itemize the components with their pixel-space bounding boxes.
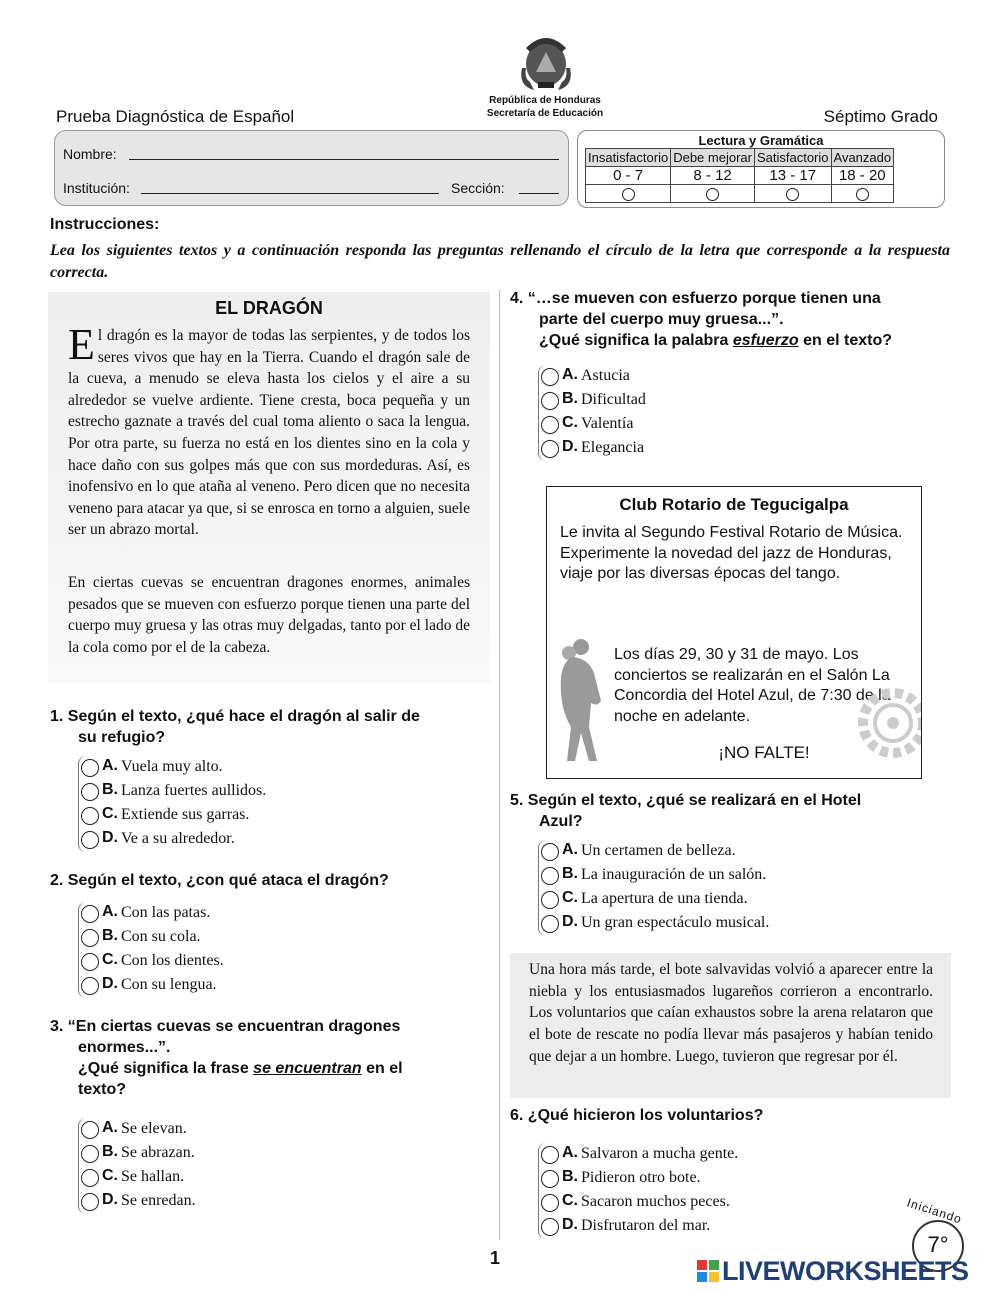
reading-paragraph: El dragón es la mayor de todas las serpientes, y de todos los seres vivos que hay en la Tierra. Cuando el dragón sale de la cueva, a menudo se eleva hasta los cielos y el aire a su alrededor se vuelve ardiente. Tiene cresta, boca pequeña y un estrecho gaznate a través del cual toma aliento o saca la lengua. Por otra parte, su fuerza no está en los dientes sino en la cola y hace daño con sus golpes más que con sus mordeduras. Así, es inofensivo en lo que ataña al veneno. Pero dicen que no necesita veneno para atacar ya que, si se enrosca en torno a alguien, suele ser un abrazo mortal. [68, 320, 470, 539]
option[interactable]: A. Con las patas. [79, 902, 309, 926]
question-4-options [538, 365, 769, 461]
option[interactable]: C. Sacaron muchos peces. [539, 1191, 799, 1215]
range-label: 13 - 17 [754, 167, 831, 185]
answer-radio[interactable] [541, 1218, 559, 1236]
answer-radio[interactable] [81, 929, 99, 947]
range-label: 8 - 12 [671, 167, 755, 185]
answer-radio[interactable] [81, 905, 99, 923]
question-6: 6. ¿Qué hicieron los voluntarios? [510, 1107, 764, 1124]
score-table [577, 130, 945, 208]
answer-radio[interactable] [541, 1170, 559, 1188]
instructions-text: Lea los siguientes textos y a continuación responda las preguntas rellenando el círculo de la letra que corresponde a la respuesta correcta. [50, 242, 950, 281]
page-number: 1 [490, 1248, 501, 1268]
club-body: Le invita al Segundo Festival Rotario de Música. Experimente la novedad del jazz de Honduras, viaje por las diversas épocas del tango. [560, 524, 903, 582]
liveworksheets-icon [697, 1260, 719, 1282]
answer-radio[interactable] [541, 368, 559, 386]
question-3-options [78, 1118, 309, 1214]
answer-radio[interactable] [541, 440, 559, 458]
answer-radio[interactable] [541, 891, 559, 909]
option[interactable]: D. Un gran espectáculo musical. [539, 912, 819, 936]
answer-radio[interactable] [81, 807, 99, 825]
answer-radio[interactable] [541, 843, 559, 861]
option[interactable]: D. Disfrutaron del mar. [539, 1215, 799, 1239]
answer-radio[interactable] [81, 1145, 99, 1163]
answer-radio[interactable] [541, 1194, 559, 1212]
column-divider [499, 290, 500, 1240]
question-5: 5. Según el texto, ¿qué se realizará en el Hotel Azul? [510, 792, 862, 830]
option[interactable]: B. Lanza fuertes aullidos. [79, 780, 309, 804]
institution-label: Institución: [63, 180, 130, 196]
level-label: Debe mejorar [671, 149, 755, 167]
option[interactable]: B. Se abrazan. [79, 1142, 309, 1166]
reading-paragraph: En ciertas cuevas se encuentran dragones enormes, animales pesados que se mueven con esfuerzo porque tienen una parte del cuerpo muy gruesa y las otras muy delgadas, tanto por el lado de la cola como por el de la cabeza. [68, 574, 470, 656]
question-1-options [78, 756, 309, 852]
answer-radio[interactable] [541, 1146, 559, 1164]
emphasis-phrase: se encuentran [253, 1060, 362, 1077]
reading-title: EL DRAGÓN [215, 298, 323, 318]
answer-radio[interactable] [541, 416, 559, 434]
option[interactable]: C. Se hallan. [79, 1166, 309, 1190]
liveworksheets-logo[interactable]: LIVEWORKSHEETS [697, 1256, 969, 1287]
option[interactable]: C. La apertura de una tienda. [539, 888, 819, 912]
question-6-options [538, 1143, 799, 1239]
option[interactable]: C. Extiende sus garras. [79, 804, 309, 828]
score-radio[interactable] [706, 188, 719, 201]
level-label: Satisfactorio [754, 149, 831, 167]
club-dates: Los días 29, 30 y 31 de mayo. Los conciertos se realizarán en el Salón La Concordia del Hotel Azul, de 7:30 de la noche en adelante. [614, 646, 891, 725]
score-radio[interactable] [786, 188, 799, 201]
answer-radio[interactable] [81, 953, 99, 971]
option[interactable]: D. Ve a su alrededor. [79, 828, 309, 852]
option[interactable]: B. Con su cola. [79, 926, 309, 950]
question-4: 4. “…se mueven con esfuerzo porque tienen una parte del cuerpo muy gruesa...”. ¿Qué significa la palabra esfuerzo en el texto? [510, 290, 892, 349]
club-title: Club Rotario de Tegucigalpa [619, 495, 849, 514]
answer-radio[interactable] [81, 1193, 99, 1211]
grade-title: Séptimo Grado [823, 107, 938, 126]
answer-radio[interactable] [81, 783, 99, 801]
range-label: 0 - 7 [586, 167, 671, 185]
grade-badge: 7° [912, 1220, 964, 1272]
instructions-title: Instrucciones: [50, 216, 160, 233]
option[interactable]: A. Vuela muy alto. [79, 756, 309, 780]
score-table-title: Lectura y Gramática [698, 133, 824, 148]
reading-paragraph: Una hora más tarde, el bote salvavidas volvió a aparecer entre la niebla y los entusiasmados lugareños corrieron a encontrarlo. Los voluntarios que caían exhaustos sobre la arena relataron que el bote de rescate no podía llevar más pasajeros y habían tenido que dejar a un hombre. Luego, tuvieron que regresar por él. [529, 961, 933, 1065]
name-field[interactable] [129, 143, 559, 160]
club-announcement [546, 486, 922, 779]
range-label: 18 - 20 [831, 167, 894, 185]
question-3: 3. “En ciertas cuevas se encuentran dragones enormes...”. ¿Qué significa la frase se encuentran en el texto? [50, 1018, 403, 1098]
government-label: República de Honduras Secretaría de Educación [486, 95, 604, 119]
answer-radio[interactable] [541, 867, 559, 885]
section-field[interactable] [519, 177, 559, 194]
answer-radio[interactable] [81, 831, 99, 849]
section-label: Sección: [451, 180, 505, 196]
reading-dragon [48, 292, 490, 683]
option[interactable]: A. Salvaron a mucha gente. [539, 1143, 799, 1167]
question-2: 2. Según el texto, ¿con qué ataca el dragón? [50, 872, 389, 889]
question-5-options [538, 840, 819, 936]
answer-radio[interactable] [81, 1121, 99, 1139]
test-title: Prueba Diagnóstica de Español [56, 107, 295, 126]
option[interactable]: B. Pidieron otro bote. [539, 1167, 799, 1191]
answer-radio[interactable] [541, 392, 559, 410]
option[interactable]: A. Astucia [539, 365, 769, 389]
option[interactable]: B. Dificultad [539, 389, 769, 413]
answer-radio[interactable] [541, 915, 559, 933]
score-radio[interactable] [856, 188, 869, 201]
option[interactable]: A. Un certamen de belleza. [539, 840, 819, 864]
option[interactable]: B. La inauguración de un salón. [539, 864, 819, 888]
answer-radio[interactable] [81, 977, 99, 995]
level-label: Avanzado [831, 149, 894, 167]
question-2-options [78, 902, 309, 998]
reading-lifeboat [510, 953, 951, 1098]
answer-radio[interactable] [81, 1169, 99, 1187]
option[interactable]: D. Se enredan. [79, 1190, 309, 1214]
name-label: Nombre: [63, 146, 117, 162]
option[interactable]: D. Elegancia [539, 437, 769, 461]
institution-field[interactable] [141, 177, 439, 194]
emphasis-word: esfuerzo [732, 332, 799, 349]
option[interactable]: D. Con su lengua. [79, 974, 309, 998]
club-footer: ¡NO FALTE! [718, 743, 810, 762]
level-label: Insatisfactorio [586, 149, 671, 167]
question-1: 1. Según el texto, ¿qué hace el dragón al salir de su refugio? [50, 708, 420, 746]
badge-label: Iniciando [905, 1195, 964, 1227]
student-info-box [54, 130, 569, 206]
honduras-seal-icon [516, 28, 576, 92]
option[interactable]: A. Se elevan. [79, 1118, 309, 1142]
option[interactable]: C. Con los dientes. [79, 950, 309, 974]
dropcap: E [68, 320, 95, 369]
answer-radio[interactable] [81, 759, 99, 777]
option[interactable]: C. Valentía [539, 413, 769, 437]
score-radio[interactable] [622, 188, 635, 201]
